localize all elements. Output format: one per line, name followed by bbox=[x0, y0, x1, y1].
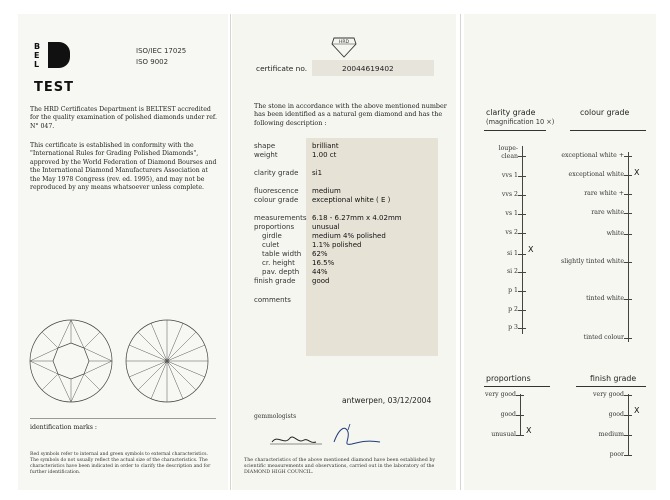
tick bbox=[624, 234, 632, 235]
clarity-grade-item: vvs 2 bbox=[501, 191, 518, 198]
colour-grade-item: rare white + bbox=[584, 190, 624, 197]
logo-letter: B bbox=[34, 42, 41, 51]
colour-grade-item: tinted colour bbox=[583, 334, 624, 341]
field-value: medium 4% polished bbox=[312, 232, 386, 240]
tick bbox=[518, 176, 526, 177]
tick bbox=[518, 195, 526, 196]
finish-item: good bbox=[608, 411, 624, 418]
field-value: 16.5% bbox=[312, 259, 335, 267]
field-label: table width bbox=[262, 250, 302, 258]
field-value: unusual bbox=[312, 223, 340, 231]
field-label: weight bbox=[254, 151, 278, 159]
beltest-logo bbox=[34, 42, 72, 78]
divider bbox=[484, 386, 550, 387]
tick bbox=[518, 291, 526, 292]
field-label: culet bbox=[262, 241, 280, 249]
fold-line bbox=[460, 14, 461, 490]
proportions-item: good bbox=[500, 411, 516, 418]
clarity-grade-item: vvs 1 bbox=[501, 172, 518, 179]
clarity-grade-item: vs 2 bbox=[505, 229, 518, 236]
tick bbox=[624, 338, 632, 339]
clarity-grade-subtitle: (magnification 10 ×) bbox=[486, 118, 555, 126]
tick bbox=[516, 395, 524, 396]
proportions-item: very good bbox=[485, 391, 516, 398]
logo-word: TEST bbox=[34, 80, 74, 95]
field-label: comments bbox=[254, 296, 291, 304]
tick bbox=[624, 415, 632, 416]
symbols-footnote: Red symbols refer to internal and green symbols to external characteristics. The symbols do not usually reflect the actual size of the characteristics. The characteristics have been indicated in order to clarify the description and for further identification. bbox=[30, 452, 211, 475]
gemmologist-signatures bbox=[268, 422, 388, 450]
colour-scale-line bbox=[628, 152, 629, 342]
tick bbox=[624, 213, 632, 214]
fold-line bbox=[230, 14, 231, 490]
tick bbox=[518, 328, 526, 329]
clarity-selected-mark: X bbox=[528, 245, 534, 254]
divider bbox=[30, 418, 216, 419]
field-label: girdle bbox=[262, 232, 282, 240]
field-label: measurements bbox=[254, 214, 307, 222]
clarity-grade-item: vs 1 bbox=[505, 210, 518, 217]
field-label: finish grade bbox=[254, 277, 296, 285]
clarity-grade-item: p 3 bbox=[508, 324, 518, 331]
tick bbox=[624, 299, 632, 300]
proportions-selected-mark: X bbox=[526, 426, 532, 435]
accreditation-text: The HRD Certificates Department is BELTEST accredited for the quality examination of polished diamonds under ref. N° 047. bbox=[30, 106, 217, 130]
divider bbox=[576, 386, 646, 387]
clarity-grade-item: loupe- clean bbox=[498, 145, 518, 160]
tick bbox=[624, 194, 632, 195]
field-value: 6.18 - 6.27mm x 4.02mm bbox=[312, 214, 402, 222]
field-label: pav. depth bbox=[262, 268, 300, 276]
hrd-emblem-icon bbox=[331, 36, 357, 58]
colour-grade-item: exceptional white + bbox=[561, 152, 624, 159]
place-and-date: antwerpen, 03/12/2004 bbox=[342, 396, 432, 405]
clarity-grade-item: si 2 bbox=[506, 268, 518, 275]
proportions-title: proportions bbox=[486, 374, 531, 383]
field-value: 1.00 ct bbox=[312, 151, 337, 159]
colour-grade-item: tinted white bbox=[586, 295, 624, 302]
conformity-text: This certificate is established in conformity with the "International Rules for Grading Polished Diamonds", approved by the World Federation of Diamond Bourses and the International Diamond Manufacturers Association at the May 1978 Congress (rev. ed. 1995), and may not be reproduced by any means whatsoever unless complete. bbox=[30, 142, 217, 192]
finish-item: poor bbox=[609, 451, 624, 458]
gemmologists-label: gemmologists bbox=[254, 413, 297, 420]
diamond-crown-diagram bbox=[28, 318, 114, 404]
field-label: colour grade bbox=[254, 196, 299, 204]
logo-letter: L bbox=[34, 60, 40, 69]
clarity-grade-item: si 1 bbox=[506, 250, 518, 257]
svg-text:HRD: HRD bbox=[338, 40, 350, 45]
field-value: 1.1% polished bbox=[312, 241, 362, 249]
identification-marks-label: identification marks : bbox=[30, 424, 97, 431]
field-label: fluorescence bbox=[254, 187, 299, 195]
logo-letter: E bbox=[34, 51, 40, 60]
certificate-number-label: certificate no. bbox=[256, 64, 308, 73]
clarity-scale-line bbox=[522, 146, 523, 334]
field-value: good bbox=[312, 277, 330, 285]
tick bbox=[518, 272, 526, 273]
field-label: cr. height bbox=[262, 259, 295, 267]
tick bbox=[518, 156, 526, 157]
finish-selected-mark: X bbox=[634, 406, 640, 415]
field-label: clarity grade bbox=[254, 169, 299, 177]
clarity-grade-title: clarity grade bbox=[486, 108, 536, 117]
finish-item: medium bbox=[598, 431, 624, 438]
field-value: 62% bbox=[312, 250, 328, 258]
colour-grade-item: slightly tinted white bbox=[561, 258, 624, 265]
tick bbox=[518, 233, 526, 234]
tick bbox=[516, 435, 524, 436]
divider bbox=[484, 130, 546, 131]
tick bbox=[516, 415, 524, 416]
laboratory-footnote: The characteristics of the above mentioned diamond have been established by scientific measurements and observations, carried out in the laboratory of the DIAMOND HIGH COUNCIL. bbox=[244, 458, 436, 476]
field-value: exceptional white ( E ) bbox=[312, 196, 391, 204]
finish-grade-title: finish grade bbox=[590, 374, 637, 383]
field-value: medium bbox=[312, 187, 341, 195]
tick bbox=[518, 310, 526, 311]
colour-grade-title: colour grade bbox=[580, 108, 630, 117]
field-label: proportions bbox=[254, 223, 295, 231]
clarity-grade-item: p 2 bbox=[508, 306, 518, 313]
diamond-pavilion-diagram bbox=[124, 318, 210, 404]
field-value: brilliant bbox=[312, 142, 339, 150]
description-intro: The stone in accordance with the above mentioned number has been identified as a natural gem diamond and has the following description : bbox=[254, 102, 447, 127]
iso-line: ISO 9002 bbox=[136, 58, 169, 66]
clarity-grade-item: p 1 bbox=[508, 287, 518, 294]
iso-line: ISO/IEC 17025 bbox=[136, 47, 187, 55]
field-value: si1 bbox=[312, 169, 323, 177]
tick bbox=[624, 156, 632, 157]
colour-grade-item: exceptional white bbox=[568, 171, 624, 178]
divider bbox=[570, 130, 646, 131]
finish-scale-line bbox=[628, 394, 629, 456]
finish-item: very good bbox=[593, 391, 624, 398]
colour-selected-mark: X bbox=[634, 168, 640, 177]
tick bbox=[624, 395, 632, 396]
tick bbox=[518, 214, 526, 215]
tick bbox=[624, 262, 632, 263]
certificate-number: 20044619402 bbox=[342, 64, 394, 73]
colour-grade-item: rare white bbox=[591, 209, 624, 216]
colour-grade-item: white bbox=[606, 230, 624, 237]
field-label: shape bbox=[254, 142, 276, 150]
tick bbox=[624, 455, 632, 456]
tick bbox=[624, 435, 632, 436]
tick bbox=[624, 175, 632, 176]
tick bbox=[518, 254, 526, 255]
proportions-item: unusual bbox=[491, 431, 516, 438]
field-value: 44% bbox=[312, 268, 328, 276]
iso-accreditation bbox=[136, 46, 186, 68]
